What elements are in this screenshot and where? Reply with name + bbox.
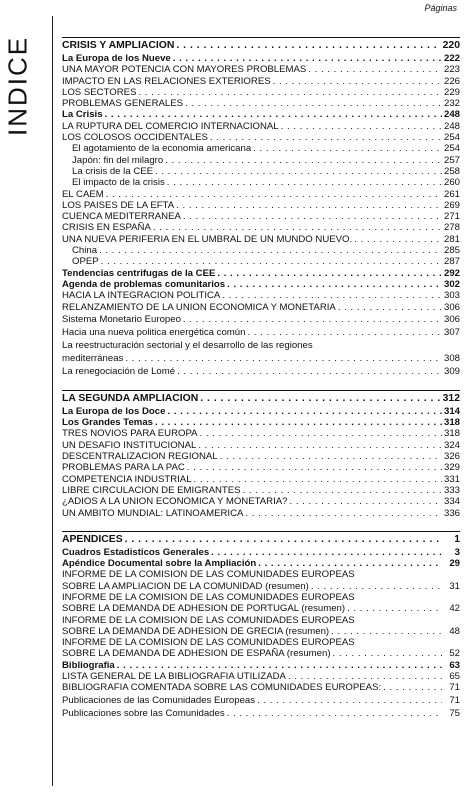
toc-entry-title: INFORME DE LA COMISION DE LAS COMUNIDADES EUROPEAS bbox=[62, 614, 355, 626]
pages-column-label: Páginas bbox=[424, 3, 457, 13]
toc-entry-title: Apéndice Documental sobre la Ampliación bbox=[62, 558, 257, 570]
toc-entry-title: LISTA GENERAL DE LA BIBLIOGRAFIA UTILIZADA bbox=[62, 671, 286, 683]
toc-entry-page: 318 bbox=[443, 417, 460, 429]
dot-leader bbox=[247, 326, 442, 339]
toc-entry[interactable] bbox=[62, 707, 460, 720]
toc-entry-title: LA RUPTURA DEL COMERCIO INTERNACIONAL bbox=[62, 120, 279, 132]
toc-entry[interactable] bbox=[62, 694, 460, 707]
dot-leader bbox=[227, 279, 442, 290]
toc-entry-title: PROBLEMAS PARA LA PAC bbox=[62, 462, 185, 474]
dot-leader bbox=[253, 143, 442, 154]
index-side-title: INDICE bbox=[2, 35, 33, 137]
toc-entry[interactable] bbox=[62, 339, 460, 352]
toc-entry-page: 257 bbox=[443, 154, 460, 166]
toc-entry-title: CRISIS EN ESPAÑA bbox=[62, 222, 151, 234]
dot-leader bbox=[177, 365, 442, 378]
toc-entry-page: 248 bbox=[443, 120, 460, 132]
toc-entry-title: Tendencias centrifugas de la CEE bbox=[62, 267, 216, 279]
toc-entry-page: 303 bbox=[443, 290, 460, 302]
toc-entry-title: LOS SECTORES bbox=[62, 86, 137, 98]
dot-leader bbox=[288, 671, 442, 682]
dot-leader bbox=[200, 392, 440, 406]
toc-entry-page: 314 bbox=[443, 405, 460, 417]
toc-entry-title: La Crisis bbox=[62, 109, 103, 121]
toc-entry-title: Los Grandes Temas bbox=[62, 417, 153, 429]
dot-leader bbox=[290, 496, 442, 507]
dot-leader bbox=[347, 603, 442, 614]
toc-entry-title: UNA NUEVA PERIFERIA EN EL UMBRAL DE UN MUNDO NUEVO. bbox=[62, 233, 353, 245]
dot-leader bbox=[331, 626, 442, 637]
toc-entry-page: 31 bbox=[449, 580, 460, 592]
dot-leader bbox=[167, 406, 442, 417]
toc-entry-page: 307 bbox=[443, 326, 460, 338]
toc-entry-page: 271 bbox=[443, 211, 460, 223]
toc-entry-title: China bbox=[72, 245, 98, 257]
toc-entry[interactable] bbox=[62, 279, 460, 290]
dot-leader bbox=[383, 682, 442, 693]
dot-leader bbox=[138, 87, 442, 98]
toc-entry[interactable] bbox=[62, 533, 460, 547]
toc-entry-page: 232 bbox=[443, 98, 460, 110]
toc-entry[interactable] bbox=[62, 313, 460, 326]
toc-entry-page: 281 bbox=[443, 233, 460, 245]
toc-entry-page: 63 bbox=[449, 659, 460, 671]
dot-leader bbox=[105, 109, 442, 120]
dot-leader bbox=[245, 508, 442, 519]
toc-entry-title: OPEP bbox=[72, 256, 99, 268]
toc-entry[interactable] bbox=[62, 39, 460, 53]
toc-entry-title: La Europa de los Doce bbox=[62, 405, 166, 417]
toc-entry[interactable] bbox=[62, 417, 460, 428]
toc-entry[interactable] bbox=[62, 660, 460, 671]
toc-section bbox=[62, 390, 460, 519]
toc-entry-page: 3 bbox=[454, 546, 460, 558]
dot-leader bbox=[125, 533, 442, 547]
toc-entry-page: 331 bbox=[443, 473, 460, 485]
toc-entry[interactable] bbox=[62, 626, 460, 637]
dot-leader bbox=[117, 660, 442, 671]
toc-entry-page: 229 bbox=[443, 86, 460, 98]
dot-leader bbox=[273, 76, 442, 87]
toc-entry-title: TRES NOVIOS PARA EUROPA bbox=[62, 428, 198, 440]
toc-entry-title: APENDICES bbox=[62, 533, 123, 545]
dot-leader bbox=[183, 313, 442, 326]
toc-entry[interactable] bbox=[62, 558, 460, 569]
toc-entry-title: INFORME DE LA COMISION DE LAS COMUNIDADES EUROPEAS bbox=[62, 569, 355, 581]
toc-entry[interactable] bbox=[62, 234, 460, 245]
toc-entry-title: El agotamiento de la economia americana bbox=[72, 143, 252, 155]
dot-leader bbox=[220, 451, 442, 462]
toc-entry-title: La Europa de los Nueve bbox=[62, 53, 171, 64]
toc-entry-page: 260 bbox=[443, 177, 460, 189]
toc-entry[interactable] bbox=[62, 440, 460, 451]
toc-entry[interactable] bbox=[62, 326, 460, 339]
toc-entry[interactable] bbox=[62, 256, 460, 267]
toc-entry-title: LA SEGUNDA AMPLIACION bbox=[62, 392, 199, 404]
toc-entry[interactable] bbox=[62, 155, 460, 166]
dot-leader bbox=[183, 211, 442, 222]
toc-section bbox=[62, 531, 460, 720]
dot-leader bbox=[176, 200, 442, 211]
dot-leader bbox=[176, 39, 440, 53]
toc-entry-title: LOS PAISES DE LA EFTA bbox=[62, 199, 175, 211]
toc-entry-page: 1 bbox=[454, 533, 460, 545]
toc-entry-page: 287 bbox=[443, 256, 460, 268]
toc-entry-page: 71 bbox=[449, 682, 460, 694]
toc-entry-page: 75 bbox=[449, 707, 460, 719]
dot-leader bbox=[338, 302, 442, 313]
toc-entry-title: INFORME DE LA COMISION DE LAS COMUNIDADES EUROPEAS bbox=[62, 637, 355, 649]
toc-entry-page: 261 bbox=[443, 188, 460, 200]
dot-leader bbox=[167, 177, 442, 188]
toc-entry-title: LIBRE CIRCULACION DE EMIGRANTES bbox=[62, 484, 241, 496]
toc-entry[interactable] bbox=[62, 189, 460, 200]
toc-entry-title: CRISIS Y AMPLIACION bbox=[62, 40, 175, 51]
dot-leader bbox=[257, 694, 442, 707]
toc-entry-page: 292 bbox=[443, 267, 460, 279]
toc-entry-title: SOBRE LA DEMANDA DE ADHESION DE GRECIA (resumen) bbox=[62, 625, 330, 637]
toc-entry-title: El impacto de la crisis bbox=[72, 177, 165, 189]
toc-entry-page: 324 bbox=[443, 439, 460, 451]
toc-entry[interactable] bbox=[62, 109, 460, 120]
toc-entry-title: Hacia una nueva politica energética común bbox=[62, 326, 246, 338]
toc-entry-page: 334 bbox=[443, 496, 460, 508]
toc-entry-title: CUENCA MEDITERRANEA bbox=[62, 211, 181, 223]
dot-leader bbox=[153, 222, 442, 233]
toc-entry-page: 226 bbox=[443, 75, 460, 87]
toc-entry-title: mediterráneas bbox=[62, 352, 124, 364]
toc-entry[interactable] bbox=[62, 290, 460, 301]
toc-entry[interactable] bbox=[62, 581, 460, 592]
toc-entry[interactable] bbox=[62, 462, 460, 473]
toc-entry-title: UN AMBITO MUNDIAL: LATINOAMERICA bbox=[62, 507, 244, 519]
toc-entry-page: 326 bbox=[443, 451, 460, 463]
toc-entry[interactable] bbox=[62, 222, 460, 233]
toc-entry[interactable] bbox=[62, 132, 460, 143]
dot-leader bbox=[210, 132, 442, 143]
toc-entry-title: COMPETENCIA INDUSTRIAL bbox=[62, 473, 192, 485]
table-of-contents bbox=[62, 37, 460, 720]
toc-entry[interactable] bbox=[62, 406, 460, 417]
toc-entry-title: LOS COLOSOS OCCIDENTALES bbox=[62, 132, 208, 144]
toc-entry-page: 306 bbox=[443, 301, 460, 313]
toc-entry-title: HACIA LA INTEGRACION POLITICA bbox=[62, 290, 221, 302]
toc-entry-page: 336 bbox=[443, 507, 460, 519]
toc-entry[interactable] bbox=[62, 603, 460, 614]
toc-entry[interactable] bbox=[62, 682, 460, 693]
dot-leader bbox=[354, 234, 442, 245]
toc-entry-page: 71 bbox=[449, 694, 460, 706]
toc-entry-title: La crisis de la CEE bbox=[72, 165, 154, 177]
toc-entry[interactable] bbox=[62, 64, 460, 75]
toc-entry[interactable] bbox=[62, 245, 460, 256]
toc-entry-page: 223 bbox=[443, 64, 460, 76]
margin-rule bbox=[52, 16, 53, 786]
toc-entry-page: 309 bbox=[443, 365, 460, 377]
toc-entry-title: La renegociación de Lomé bbox=[62, 365, 176, 377]
dot-leader bbox=[125, 352, 442, 365]
toc-entry-title: Bibliografia bbox=[62, 659, 115, 671]
toc-entry-page: 312 bbox=[442, 392, 460, 404]
toc-entry-title: RELANZAMIENTO DE LA UNION ECONOMICA Y MONETARIA bbox=[62, 301, 336, 313]
dot-leader bbox=[155, 166, 442, 177]
toc-entry[interactable] bbox=[62, 177, 460, 188]
toc-entry-title: SOBRE LA AMPLIACION DE LA COMUNIDAD (resumen) bbox=[62, 580, 309, 592]
toc-entry[interactable] bbox=[62, 496, 460, 507]
toc-entry[interactable] bbox=[62, 485, 460, 496]
toc-entry[interactable] bbox=[62, 474, 460, 485]
toc-entry-title: UNA MAYOR POTENCIA CON MAYORES PROBLEMAS bbox=[62, 64, 307, 76]
toc-entry-page: 308 bbox=[443, 352, 460, 364]
toc-entry[interactable] bbox=[62, 352, 460, 365]
toc-entry-page: 306 bbox=[443, 313, 460, 325]
toc-entry[interactable] bbox=[62, 166, 460, 177]
dot-leader bbox=[211, 547, 442, 558]
toc-entry-title: BIBLIOGRAFIA COMENTADA SOBRE LAS COMUNIDADES EUROPEAS: bbox=[62, 682, 382, 694]
toc-entry-title: UN DESAFIO INSTITUCIONAL bbox=[62, 439, 197, 451]
toc-entry[interactable] bbox=[62, 268, 460, 279]
toc-entry-title: EL CAEM bbox=[62, 188, 104, 200]
toc-entry-page: 285 bbox=[443, 245, 460, 257]
toc-entry-page: 42 bbox=[449, 603, 460, 615]
dot-leader bbox=[185, 98, 442, 109]
dot-leader bbox=[281, 121, 442, 132]
toc-entry-page: 254 bbox=[443, 132, 460, 144]
toc-entry-page: 29 bbox=[449, 558, 460, 570]
toc-entry-page: 48 bbox=[449, 625, 460, 637]
toc-entry[interactable] bbox=[62, 302, 460, 313]
toc-entry-title: SOBRE LA DEMANDA DE ADHESION DE ESPAÑA (resumen) bbox=[62, 648, 331, 660]
toc-entry-page: 65 bbox=[449, 671, 460, 683]
toc-entry[interactable] bbox=[62, 592, 460, 603]
dot-leader bbox=[101, 256, 442, 267]
toc-entry-title: INFORME DE LA COMISION DE LAS COMUNIDADES EUROPEAS bbox=[62, 591, 355, 603]
toc-entry[interactable] bbox=[62, 508, 460, 519]
toc-entry-page: 52 bbox=[449, 648, 460, 660]
toc-entry[interactable] bbox=[62, 671, 460, 682]
toc-entry-title: DESCENTRALIZACION REGIONAL bbox=[62, 451, 218, 463]
dot-leader bbox=[200, 428, 442, 439]
toc-entry[interactable] bbox=[62, 53, 460, 64]
toc-entry[interactable] bbox=[62, 87, 460, 98]
toc-entry[interactable] bbox=[62, 200, 460, 211]
dot-leader bbox=[155, 417, 442, 428]
toc-entry-page: 333 bbox=[443, 484, 460, 496]
dot-leader bbox=[227, 707, 442, 720]
dot-leader bbox=[187, 462, 442, 473]
toc-entry-page: 254 bbox=[443, 143, 460, 155]
toc-entry-page: 258 bbox=[443, 165, 460, 177]
toc-entry-page: 329 bbox=[443, 462, 460, 474]
dot-leader bbox=[165, 155, 442, 166]
toc-entry[interactable] bbox=[62, 143, 460, 154]
toc-entry[interactable] bbox=[62, 121, 460, 132]
toc-entry-title: SOBRE LA DEMANDA DE ADHESION DE PORTUGAL (resumen) bbox=[62, 603, 346, 615]
toc-entry-title: IMPACTO EN LAS RELACIONES EXTERIORES bbox=[62, 75, 271, 87]
dot-leader bbox=[198, 440, 442, 451]
toc-entry-title: Agenda de problemas comunitarios bbox=[62, 278, 226, 290]
toc-entry-title: Publicaciones de las Comunidades Europeas bbox=[62, 694, 256, 706]
toc-entry-page: 318 bbox=[443, 428, 460, 440]
toc-entry[interactable] bbox=[62, 451, 460, 462]
toc-entry[interactable] bbox=[62, 211, 460, 222]
dot-leader bbox=[258, 558, 442, 569]
toc-entry[interactable] bbox=[62, 615, 460, 626]
toc-entry-title: ¿ADIOS A LA UNION ECONOMICA Y MONETARIA? bbox=[62, 496, 288, 508]
toc-entry-title: Publicaciones sobre las Comunidades bbox=[62, 707, 225, 719]
dot-leader bbox=[217, 268, 442, 279]
toc-entry[interactable] bbox=[62, 547, 460, 558]
dot-leader bbox=[99, 245, 442, 256]
toc-entry-page: 222 bbox=[443, 53, 460, 64]
toc-entry[interactable] bbox=[62, 428, 460, 439]
toc-section bbox=[62, 37, 460, 378]
toc-entry[interactable] bbox=[62, 392, 460, 406]
dot-leader bbox=[311, 581, 442, 592]
toc-entry-page: 220 bbox=[442, 40, 460, 51]
dot-leader bbox=[243, 485, 442, 496]
toc-entry[interactable] bbox=[62, 365, 460, 378]
dot-leader bbox=[308, 64, 442, 75]
toc-entry[interactable] bbox=[62, 76, 460, 87]
toc-entry-title: La reestructuración sectorial y el desarrollo de las regiones bbox=[62, 339, 313, 351]
toc-entry-page: 269 bbox=[443, 199, 460, 211]
dot-leader bbox=[194, 474, 442, 485]
toc-entry[interactable] bbox=[62, 98, 460, 109]
toc-entry-title: PROBLEMAS GENERALES bbox=[62, 98, 184, 110]
dot-leader bbox=[173, 53, 442, 64]
toc-entry[interactable] bbox=[62, 637, 460, 648]
toc-entry-title: Sistema Monetario Europeo bbox=[62, 313, 181, 325]
dot-leader bbox=[222, 290, 442, 301]
dot-leader bbox=[106, 189, 442, 200]
toc-entry-page: 248 bbox=[443, 109, 460, 121]
toc-entry-page: 302 bbox=[443, 278, 460, 290]
dot-leader bbox=[333, 648, 442, 659]
toc-entry-title: Cuadros Estadisticos Generales bbox=[62, 546, 210, 558]
toc-entry-title: Japón: fin del milagro bbox=[72, 154, 164, 166]
toc-entry-page: 278 bbox=[443, 222, 460, 234]
toc-entry[interactable] bbox=[62, 648, 460, 659]
toc-entry[interactable] bbox=[62, 569, 460, 580]
